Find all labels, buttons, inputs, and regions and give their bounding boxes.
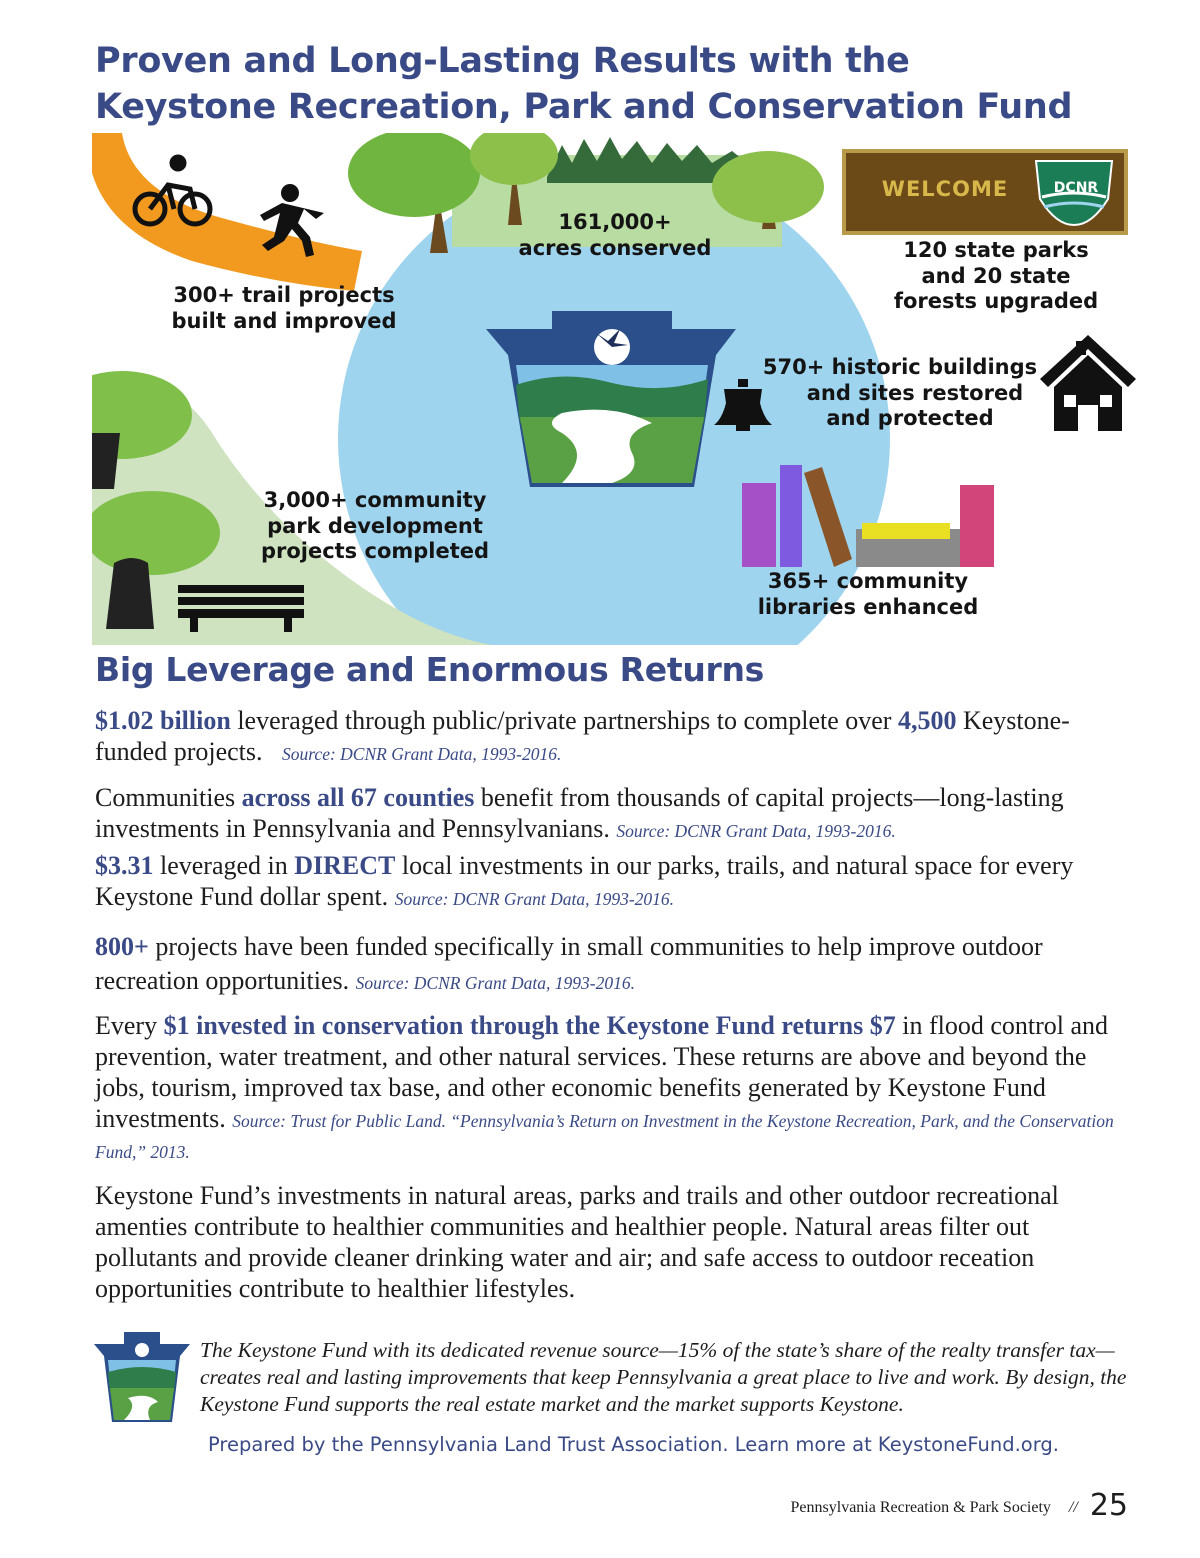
paragraph-text: in flood control and prevention, water treatment, and other natural services. These returns are above and beyond the jobs, tourism, improved tax base, and other economic benefits generated by Keystone Fund investments. xyxy=(95,1011,1109,1133)
paragraph-counties xyxy=(95,782,1135,847)
stat-historic-line-3: and protected xyxy=(826,406,994,430)
source-citation: Source: DCNR Grant Data, 1993-2016. xyxy=(394,889,675,909)
highlight-projects: 800+ xyxy=(95,932,149,961)
highlight-return: $1 invested in conservation through the Keystone Fund returns $7 xyxy=(163,1011,896,1040)
paragraph-text: local investments in our parks, trails, and natural space for every Keystone Fund dollar spent. xyxy=(95,851,1074,911)
highlight-count: 4,500 xyxy=(897,706,957,735)
stat-libraries xyxy=(728,569,1008,620)
prepared-by: Prepared by the Pennsylvania Land Trust Association. Learn more at KeystoneFund.org. xyxy=(208,1433,1059,1456)
source-citation: Source: DCNR Grant Data, 1993-2016. xyxy=(282,744,562,764)
stat-trail-line-2: built and improved xyxy=(171,308,397,333)
title-line-1: Proven and Long-Lasting Results with the xyxy=(95,41,910,81)
source-citation: Source: Trust for Public Land. “Pennsylvania’s Return on Investment in the Keystone Recreation, Park, and the Conservation Fund,” 2013. xyxy=(95,1111,1114,1162)
stat-historic-line-1: 570+ historic buildings xyxy=(762,355,1038,379)
stat-state-parks xyxy=(866,238,1126,315)
paragraph-returns xyxy=(95,1010,1135,1165)
stat-libraries-line-2: libraries enhanced xyxy=(757,594,979,619)
paragraph-direct xyxy=(95,850,1135,915)
stat-community-parks xyxy=(230,488,520,565)
stat-acres-conserved xyxy=(490,210,740,261)
stat-community-line-2: park development xyxy=(267,513,483,538)
paragraph-text: Communities xyxy=(95,783,242,812)
stat-parks-line-3: forests upgraded xyxy=(893,289,1099,313)
paragraph-text: leveraged in xyxy=(153,851,295,880)
paragraph-text: Every xyxy=(95,1011,164,1040)
publication-name: Pennsylvania Recreation & Park Society xyxy=(790,1499,1051,1516)
stat-acres-line-1: 161,000+ xyxy=(558,210,672,234)
paragraph-text: benefit from thousands of capital projects—long-lasting investments in Pennsylvania and Pennsylvanians. xyxy=(95,783,1064,843)
title-line-2: Keystone Recreation, Park and Conservation Fund xyxy=(95,87,1073,127)
section-heading: Big Leverage and Enormous Returns xyxy=(95,650,765,689)
paragraph-text: leveraged through public/private partnerships to complete over xyxy=(230,706,898,735)
paragraph-text: projects have been funded specifically in small communities to help improve outdoor recreation opportunities. xyxy=(95,932,1043,995)
stat-historic-line-2: and sites restored xyxy=(806,380,1024,405)
highlight-counties: across all 67 counties xyxy=(241,783,475,812)
results-infographic xyxy=(92,133,1140,645)
stat-trail-line-1: 300+ trail projects xyxy=(173,283,395,307)
highlight-amount: $3.31 xyxy=(95,851,154,880)
page-title xyxy=(95,38,1135,130)
source-citation: Source: DCNR Grant Data, 1993-2016. xyxy=(616,821,896,841)
orange-trail xyxy=(92,133,362,291)
stat-acres-line-2: acres conserved xyxy=(518,235,712,260)
stat-trail-projects xyxy=(144,283,424,334)
footer-separator: // xyxy=(1068,1499,1078,1516)
dcnr-sign-text: DCNR xyxy=(1053,180,1099,196)
source-citation: Source: DCNR Grant Data, 1993-2016. xyxy=(355,973,635,993)
keystone-small-logo-icon xyxy=(94,1326,190,1422)
paragraph-health: Keystone Fund’s investments in natural areas, parks and trails and other outdoor recreational amenties contribute to healthier communities and healthier people. Natural areas filter out pollutants and provide cleaner drinking water and air; and safe access to outdoor receation opportunities contribute to healthier lifestyles. xyxy=(95,1181,1059,1303)
highlight-amount: $1.02 billion xyxy=(95,706,231,735)
stat-community-line-1: 3,000+ community xyxy=(263,488,487,512)
stat-libraries-line-1: 365+ community xyxy=(767,569,969,593)
page-footer xyxy=(791,1488,1128,1523)
paragraph-text: Keystone-funded projects. xyxy=(95,706,1070,766)
paragraph-small-communities xyxy=(95,930,1135,1000)
stat-parks-line-1: 120 state parks xyxy=(903,238,1089,262)
stat-historic-buildings xyxy=(730,355,1070,432)
welcome-sign-text: WELCOME xyxy=(881,177,1009,201)
stat-parks-line-2: and 20 state xyxy=(921,263,1071,288)
stat-community-line-3: projects completed xyxy=(260,539,490,563)
paragraph-leverage xyxy=(95,705,1135,770)
highlight-direct: DIRECT xyxy=(294,851,396,880)
page-number: 25 xyxy=(1089,1488,1128,1523)
closing-quote: The Keystone Fund with its dedicated revenue source—15% of the state’s share of the realty transfer tax—creates real and lasting improvements that keep Pennsylvania a great place to live and work. By design, the Keystone Fund supports the real estate market and the market supports Keystone. xyxy=(200,1338,1127,1416)
